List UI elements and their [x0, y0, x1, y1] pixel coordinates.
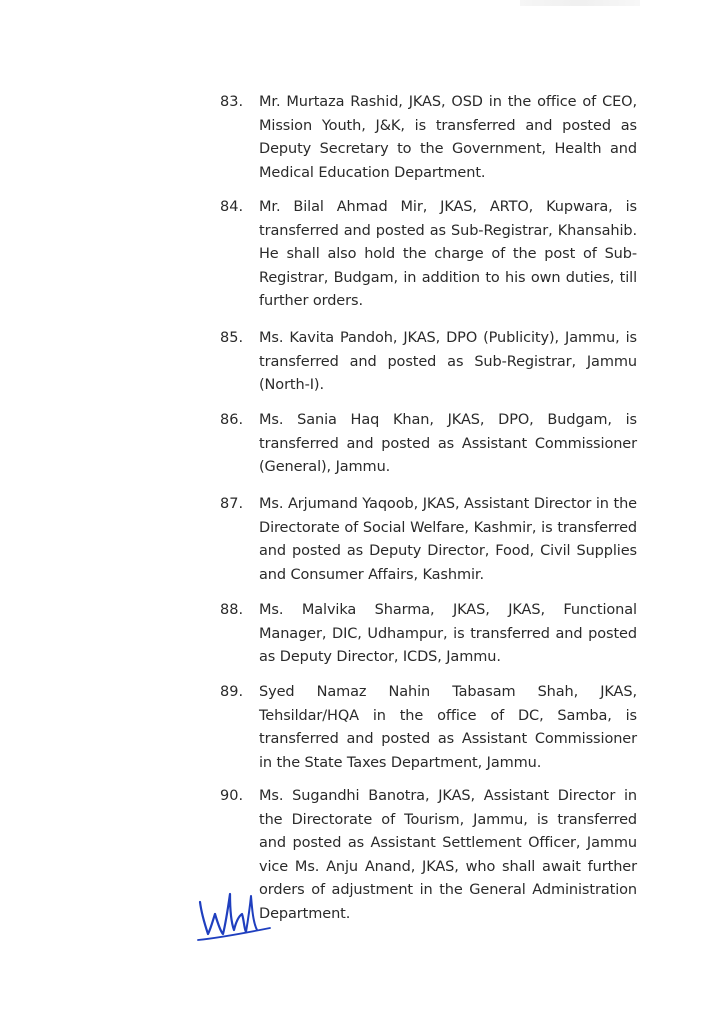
order-item-85 [220, 327, 640, 398]
item-number: 90. [220, 788, 244, 804]
item-text: Ms. Malvika Sharma, JKAS, JKAS, Functional Manager, DIC, Udhampur, is transferred and posted as Deputy Director, ICDS, Jammu. [259, 602, 637, 666]
order-item-87 [220, 493, 640, 587]
item-number: 85. [220, 330, 244, 346]
handwritten-signature [178, 862, 278, 952]
item-text: Mr. Bilal Ahmad Mir, JKAS, ARTO, Kupwara, is transferred and posted as Sub-Registrar, Khansahib. He shall also hold the charge of the post of Sub-Registrar, Budgam, in addition to his own duties, till further orders. [259, 199, 637, 310]
order-item-83 [220, 91, 640, 185]
scan-artifact [520, 0, 640, 6]
order-item-84 [220, 196, 640, 314]
item-text: Ms. Sania Haq Khan, JKAS, DPO, Budgam, is transferred and posted as Assistant Commissioner (General), Jammu. [259, 412, 637, 476]
item-number: 83. [220, 94, 244, 110]
item-number: 87. [220, 496, 244, 512]
order-item-89 [220, 681, 640, 775]
order-item-88 [220, 599, 640, 670]
item-number: 89. [220, 684, 244, 700]
item-text: Mr. Murtaza Rashid, JKAS, OSD in the office of CEO, Mission Youth, J&K, is transferred and posted as Deputy Secretary to the Government, Health and Medical Education Department. [259, 94, 637, 181]
item-number: 84. [220, 199, 244, 215]
item-text: Ms. Kavita Pandoh, JKAS, DPO (Publicity), Jammu, is transferred and posted as Sub-Registrar, Jammu (North-I). [259, 330, 637, 394]
item-text: Ms. Sugandhi Banotra, JKAS, Assistant Director in the Directorate of Tourism, Jammu, is transferred and posted as Assistant Settlement Officer, Jammu vice Ms. Anju Anand, JKAS, who shall await further orders of adjustment in the General Administration Department. [259, 788, 637, 922]
item-text: Ms. Arjumand Yaqoob, JKAS, Assistant Director in the Directorate of Social Welfare, Kashmir, is transferred and posted as Deputy Director, Food, Civil Supplies and Consumer Affairs, Kashmir. [259, 496, 637, 583]
order-item-90 [220, 785, 640, 927]
item-number: 86. [220, 412, 244, 428]
item-text: Syed Namaz Nahin Tabasam Shah, JKAS, Tehsildar/HQA in the office of DC, Samba, is transferred and posted as Assistant Commissioner in the State Taxes Department, Jammu. [259, 684, 637, 771]
order-item-86 [220, 409, 640, 480]
item-number: 88. [220, 602, 244, 618]
